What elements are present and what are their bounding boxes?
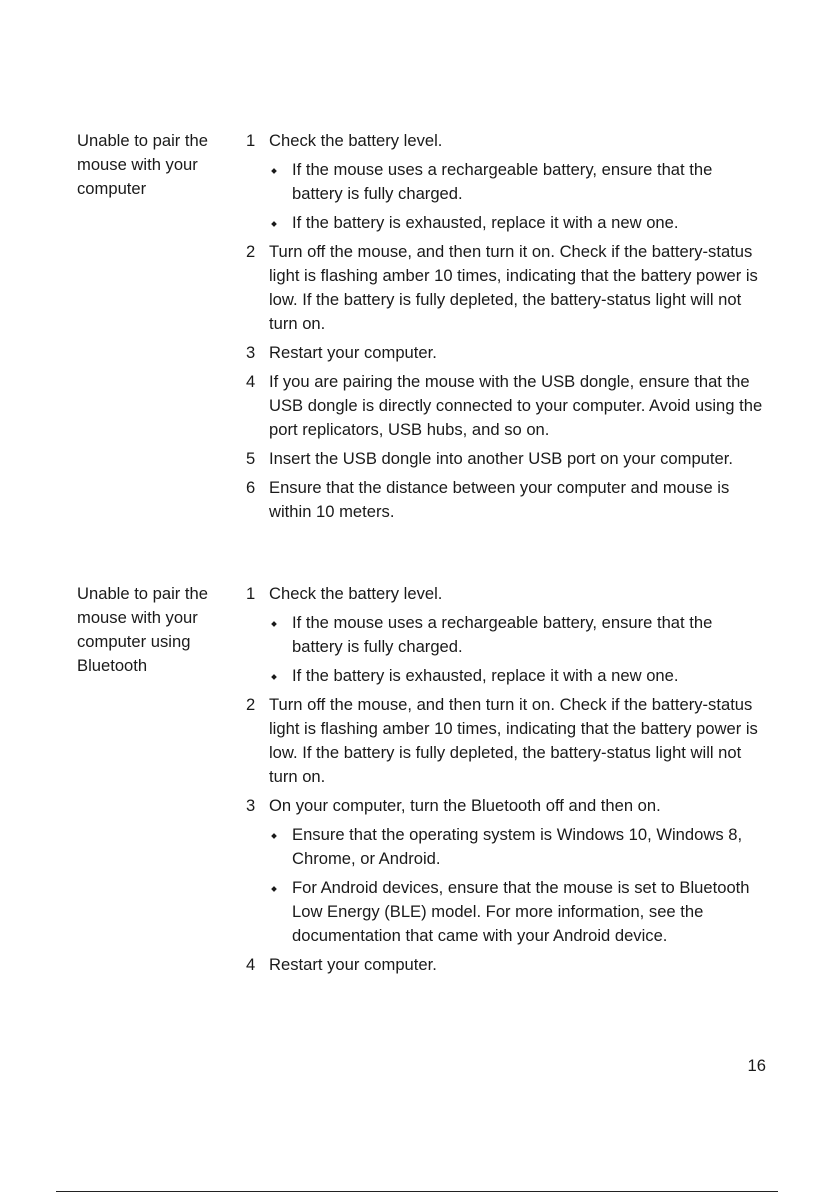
bullet-item — [269, 211, 767, 235]
step-text: On your computer, turn the Bluetooth off and then on. — [269, 796, 661, 815]
step-text: Restart your computer. — [269, 343, 437, 362]
bullet-text: If the battery is exhausted, replace it with a new one. — [292, 213, 679, 232]
step-number: 1 — [246, 131, 256, 150]
step — [245, 447, 767, 471]
bullet-text: Ensure that the operating system is Windows 10, Windows 8, Chrome, or Android. — [292, 825, 743, 868]
step — [245, 693, 767, 789]
step-number: 3 — [246, 796, 256, 815]
step — [245, 476, 767, 524]
diamond-bullet-icon — [271, 886, 277, 892]
bullet-list — [269, 823, 767, 948]
step-number: 5 — [246, 449, 256, 468]
step — [245, 794, 767, 948]
diamond-bullet-icon — [271, 621, 277, 627]
step — [245, 341, 767, 365]
step — [245, 953, 767, 977]
step-text: Turn off the mouse, and then turn it on. Check if the battery-status light is flashing amber 10 times, indicating that the battery power is low. If the battery is fully depleted, the battery-status light will not turn on. — [269, 695, 758, 786]
step — [245, 240, 767, 336]
bullet-item — [269, 611, 767, 659]
step-text: Insert the USB dongle into another USB port on your computer. — [269, 449, 733, 468]
step-number: 1 — [246, 584, 256, 603]
bullet-list — [269, 158, 767, 235]
bullet-item — [269, 664, 767, 688]
issue-label: Unable to pair the mouse with your computer using Bluetooth — [77, 584, 208, 675]
step-number: 4 — [246, 955, 256, 974]
bullet-item — [269, 158, 767, 206]
diamond-bullet-icon — [271, 168, 277, 174]
step-number: 2 — [246, 242, 256, 261]
step-text: Check the battery level. — [269, 131, 443, 150]
step-text: If you are pairing the mouse with the USB dongle, ensure that the USB dongle is directly connected to your computer. Avoid using the port replicators, USB hubs, and so on. — [269, 372, 763, 439]
step — [245, 129, 767, 235]
step-text: Turn off the mouse, and then turn it on. Check if the battery-status light is flashing amber 10 times, indicating that the battery power is low. If the battery is fully depleted, the battery-status light will not turn on. — [269, 242, 758, 333]
diamond-bullet-icon — [271, 833, 277, 839]
step-text: Restart your computer. — [269, 955, 437, 974]
bullet-text: If the mouse uses a rechargeable battery, ensure that the battery is fully charged. — [292, 613, 713, 656]
step-number: 4 — [246, 372, 256, 391]
diamond-bullet-icon — [271, 221, 277, 227]
step — [245, 582, 767, 688]
step-text: Ensure that the distance between your computer and mouse is within 10 meters. — [269, 478, 730, 521]
issue-label: Unable to pair the mouse with your computer — [77, 131, 208, 198]
diamond-bullet-icon — [271, 674, 277, 680]
bullet-list — [269, 611, 767, 688]
step-number: 6 — [246, 478, 256, 497]
step — [245, 370, 767, 442]
bullet-item — [269, 823, 767, 871]
steps-list — [245, 582, 767, 982]
footer-rule — [56, 1191, 778, 1192]
bullet-text: If the mouse uses a rechargeable battery, ensure that the battery is fully charged. — [292, 160, 713, 203]
step-number: 2 — [246, 695, 256, 714]
bullet-text: If the battery is exhausted, replace it with a new one. — [292, 666, 679, 685]
step-number: 3 — [246, 343, 256, 362]
steps-list — [245, 129, 767, 529]
bullet-item — [269, 876, 767, 948]
step-text: Check the battery level. — [269, 584, 443, 603]
page-number: 16 — [747, 1056, 766, 1075]
bullet-text: For Android devices, ensure that the mouse is set to Bluetooth Low Energy (BLE) model. For more information, see the documentation that came with your Android device. — [292, 878, 750, 945]
